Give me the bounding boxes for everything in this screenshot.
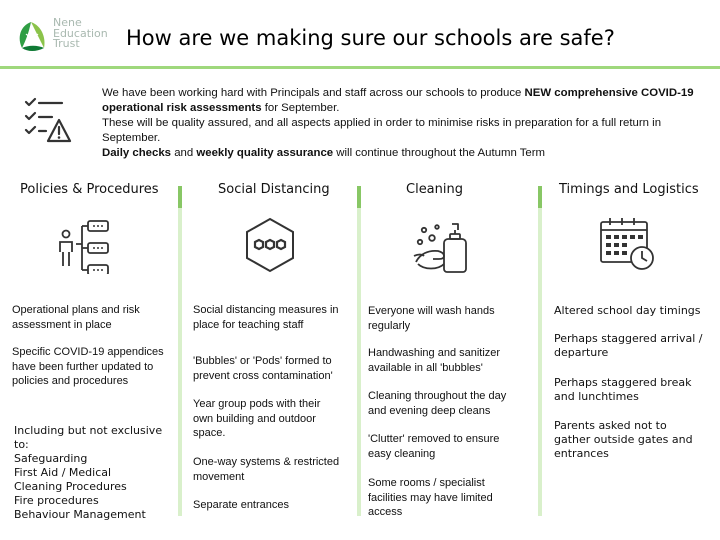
trust-logo bbox=[14, 18, 106, 58]
intro-para-2: These will be quality assured, and all aspects applied in order to minimise risks in preparation for a full return in September. bbox=[102, 117, 662, 144]
calendar-clock-icon bbox=[598, 216, 658, 274]
distancing-item-3: Year group pods with their own building and outdoor space. bbox=[193, 398, 321, 439]
policies-item-2: Specific COVID-19 appendices have been further updated to policies and procedures bbox=[12, 346, 164, 387]
intro-para-1: We have been working hard with Principals and staff across our schools to produce NEW comprehensive COVID-19 operational risk assessments for September. bbox=[102, 87, 694, 114]
org-chart-icon bbox=[58, 216, 112, 274]
logo-line-1: Nene bbox=[53, 16, 82, 29]
distancing-item-1: Social distancing measures in place for teaching staff bbox=[193, 304, 339, 331]
policies-heading: Policies & Procedures bbox=[20, 182, 159, 197]
policies-list bbox=[14, 424, 178, 522]
hexagon-group-icon bbox=[242, 216, 298, 274]
timings-item-1: Altered school day timings bbox=[554, 304, 701, 317]
policies-list-line: Behaviour Management bbox=[14, 508, 146, 521]
column-divider-2 bbox=[357, 186, 361, 516]
title-rule bbox=[0, 66, 720, 69]
logo-line-2: Education bbox=[53, 26, 108, 40]
cleaning-item-5: Some rooms / specialist facilities may have limited access bbox=[368, 477, 493, 518]
timings-heading: Timings and Logistics bbox=[559, 182, 699, 197]
intro-para-3: Daily checks and weekly quality assurance will continue throughout the Autumn Term bbox=[102, 147, 546, 159]
page-title: How are we making sure our schools are safe? bbox=[126, 26, 615, 50]
cleaning-item-2: Handwashing and sanitizer available in all 'bubbles' bbox=[368, 347, 501, 374]
distancing-item-5: Separate entrances bbox=[193, 499, 290, 511]
timings-item-4: Parents asked not to gather outside gates and entrances bbox=[554, 419, 693, 460]
policies-list-line: First Aid / Medical bbox=[14, 466, 112, 479]
cleaning-item-4: 'Clutter' removed to ensure easy cleaning bbox=[368, 433, 500, 460]
handwash-sanitizer-icon bbox=[410, 216, 474, 274]
policies-list-line: Including but not exclusive bbox=[14, 424, 163, 437]
cleaning-item-1: Everyone will wash hands regularly bbox=[368, 305, 495, 332]
checklist-warning-icon bbox=[22, 94, 72, 146]
policies-item-1: Operational plans and risk assessment in place bbox=[12, 304, 140, 331]
column-divider-3 bbox=[538, 186, 542, 516]
intro-text bbox=[102, 86, 702, 161]
column-divider-1 bbox=[178, 186, 182, 516]
policies-list-line: Safeguarding bbox=[14, 452, 88, 465]
distancing-item-4: One-way systems & restricted movement bbox=[193, 456, 340, 483]
policies-list-line: to: bbox=[14, 438, 29, 451]
distancing-item-2: 'Bubbles' or 'Pods' formed to prevent cross contamination' bbox=[193, 355, 333, 382]
policies-list-line: Fire procedures bbox=[14, 494, 99, 507]
policies-list-line: Cleaning Procedures bbox=[14, 480, 127, 493]
logo-line-3: Trust bbox=[53, 37, 80, 50]
cleaning-heading: Cleaning bbox=[406, 182, 463, 197]
timings-item-3: Perhaps staggered break and lunchtimes bbox=[554, 376, 692, 403]
timings-item-2: Perhaps staggered arrival / departure bbox=[554, 332, 703, 359]
social-distancing-heading: Social Distancing bbox=[218, 182, 330, 197]
leaf-logo-icon bbox=[14, 18, 48, 58]
cleaning-item-3: Cleaning throughout the day and evening deep cleans bbox=[368, 390, 507, 417]
